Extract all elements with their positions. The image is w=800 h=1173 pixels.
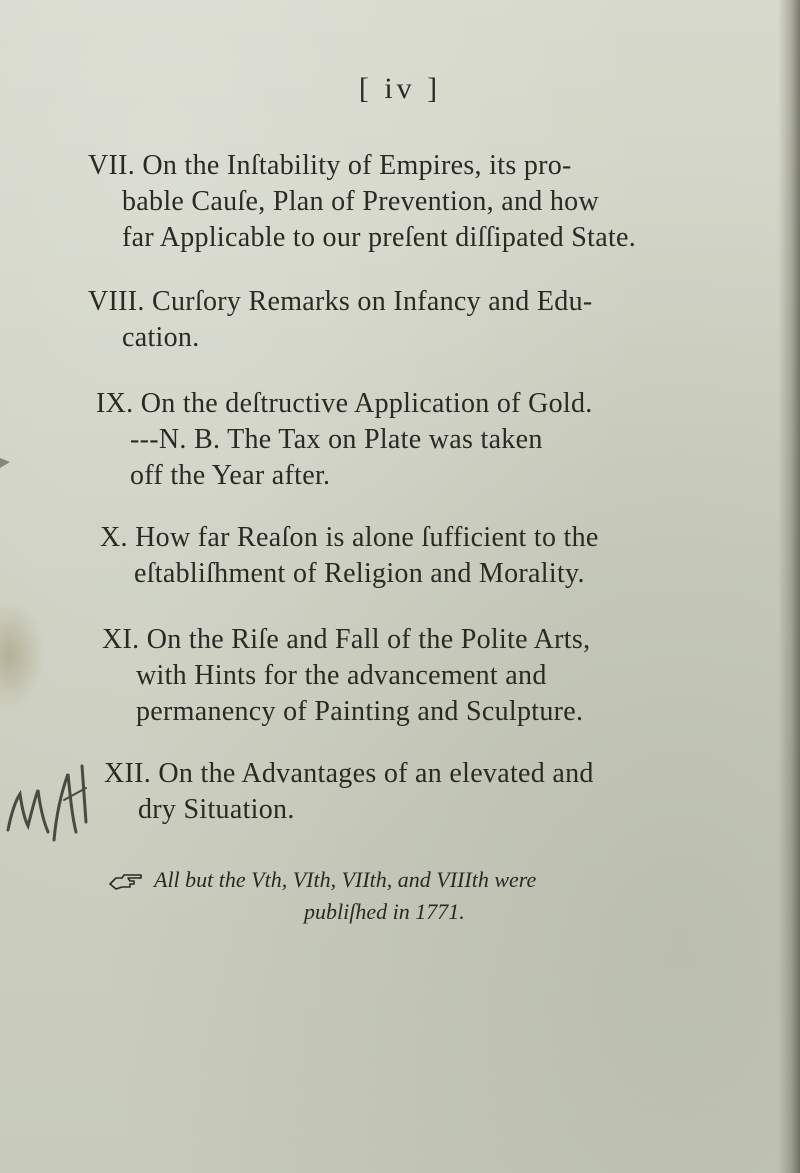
entry-line: cation. (122, 322, 200, 353)
entry-line: with Hints for the advancement and (136, 660, 547, 691)
foxing-stain (0, 600, 45, 710)
contents-entry-vii (88, 148, 718, 256)
note-line-1 (108, 864, 728, 896)
entry-line: VIII. Curſory Remarks on Infancy and Edu- (88, 286, 593, 317)
contents-entry-x (100, 520, 730, 592)
contents-entry-ix (96, 386, 726, 494)
pointing-hand-icon (108, 872, 144, 892)
entry-line: dry Situation. (138, 794, 295, 825)
entry-line: permanency of Painting and Sculpture. (136, 696, 584, 727)
entry-line: XII. On the Advantages of an elevated and (104, 758, 594, 789)
handwritten-margin-mark-icon (2, 760, 97, 855)
margin-tick-icon (0, 448, 14, 478)
entry-line: bable Cauſe, Plan of Prevention, and how (122, 186, 600, 217)
note-text-line-1: All but the Vth, VIth, VIIth, and VIIIth were (154, 867, 537, 892)
contents-entry-xii (104, 756, 734, 828)
contents-entry-xi (102, 622, 732, 730)
contents-entry-viii (88, 284, 718, 356)
page-number-header: [ iv ] (358, 72, 442, 105)
entry-line: IX. On the deſtructive Application of Gold. (96, 388, 593, 419)
entry-line: X. How far Reaſon is alone ſufficient to the (100, 522, 599, 553)
entry-line: VII. On the Inſtability of Empires, its pro- (88, 150, 572, 181)
entry-line: far Applicable to our preſent diſſipated State. (122, 222, 637, 253)
page-gutter-shadow (778, 0, 800, 1173)
entry-line: XI. On the Riſe and Fall of the Polite Arts, (102, 624, 591, 655)
entry-line: off the Year after. (130, 460, 331, 491)
publication-note (108, 864, 728, 928)
note-text-line-2: publiſhed in 1771. (304, 899, 465, 924)
entry-line: eſtabliſhment of Religion and Morality. (134, 558, 585, 589)
entry-line: ---N. B. The Tax on Plate was taken (130, 424, 543, 455)
